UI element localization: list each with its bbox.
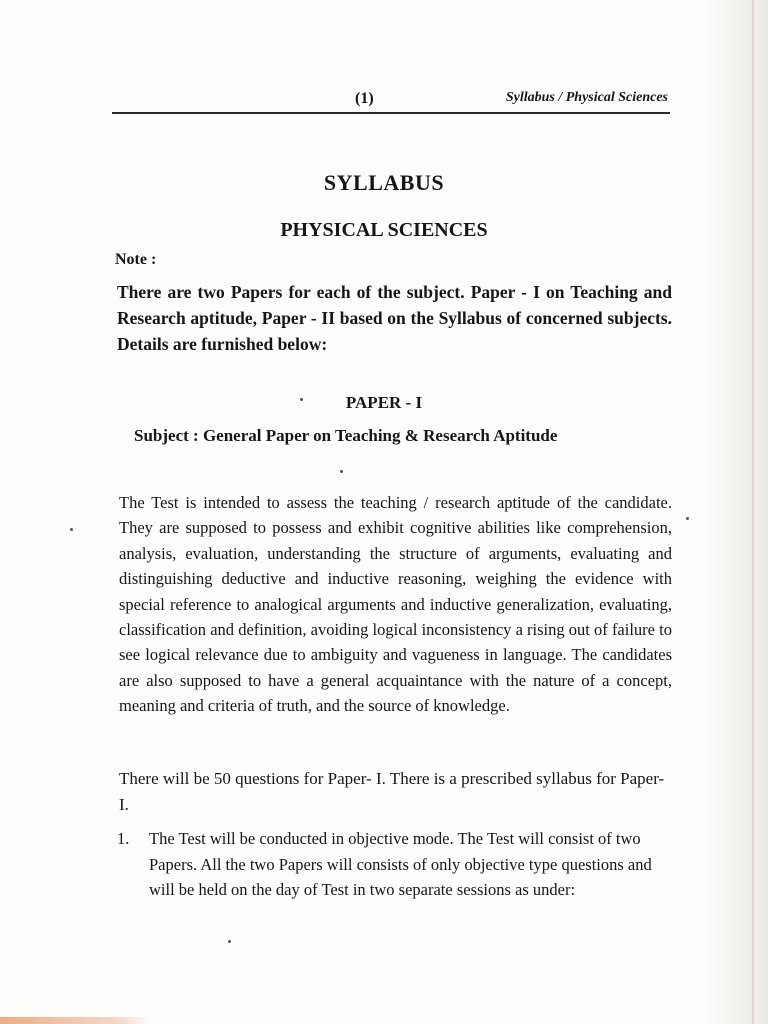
note-label: Note : bbox=[115, 251, 157, 268]
page-number: (1) bbox=[355, 90, 374, 107]
page-edge-shadow bbox=[706, 0, 768, 1024]
intro-paragraph: There are two Papers for each of the subject. Paper - I on Teaching and Research aptitude, Paper - II based on the Syllabus of concerned subjects. Details are furnished below: bbox=[117, 282, 672, 354]
document-title: SYLLABUS bbox=[323, 170, 445, 195]
numbered-list bbox=[117, 826, 672, 903]
paper-heading: PAPER - I bbox=[345, 393, 423, 412]
scan-speck bbox=[228, 940, 231, 943]
scan-speck bbox=[340, 470, 343, 473]
page-edge-line bbox=[752, 0, 754, 1024]
scan-speck bbox=[686, 517, 689, 520]
subject-line: Subject : General Paper on Teaching & Research Aptitude bbox=[134, 426, 558, 445]
page-header bbox=[112, 86, 670, 114]
scan-edge-mark bbox=[0, 1017, 150, 1024]
scan-speck bbox=[70, 528, 73, 531]
body-paragraph: There will be 50 questions for Paper- I. There is a prescribed syllabus for Paper-I. bbox=[119, 769, 665, 814]
running-head: Syllabus / Physical Sciences bbox=[505, 90, 668, 105]
list-item-text: The Test will be conducted in objective mode. The Test will consist of two Papers. All the two Papers will consists of only objective type questions and will be held on the day of Test in two separate sessions as under: bbox=[149, 829, 652, 899]
body-paragraph: The Test is intended to assess the teaching / research aptitude of the candidate. They are supposed to possess and exhibit cognitive abilities like comprehension, analysis, evaluation, understanding the structure of arguments, evaluating and distinguishing deductive and inductive reasoning, weighing the evidence with special reference to analogical arguments and inductive generalization, evaluating, classification and definition, avoiding logical inconsistency a rising out of failure to see logical relevance due to ambiguity and vagueness in language. The candidates are also supposed to have a general acquaintance with the nature of a concept, meaning and criteria of truth, and the source of knowledge. bbox=[119, 493, 672, 716]
scan-speck bbox=[300, 398, 303, 401]
list-item-number: 1. bbox=[117, 829, 130, 848]
document-subtitle: PHYSICAL SCIENCES bbox=[280, 219, 488, 241]
list-item bbox=[117, 826, 672, 903]
